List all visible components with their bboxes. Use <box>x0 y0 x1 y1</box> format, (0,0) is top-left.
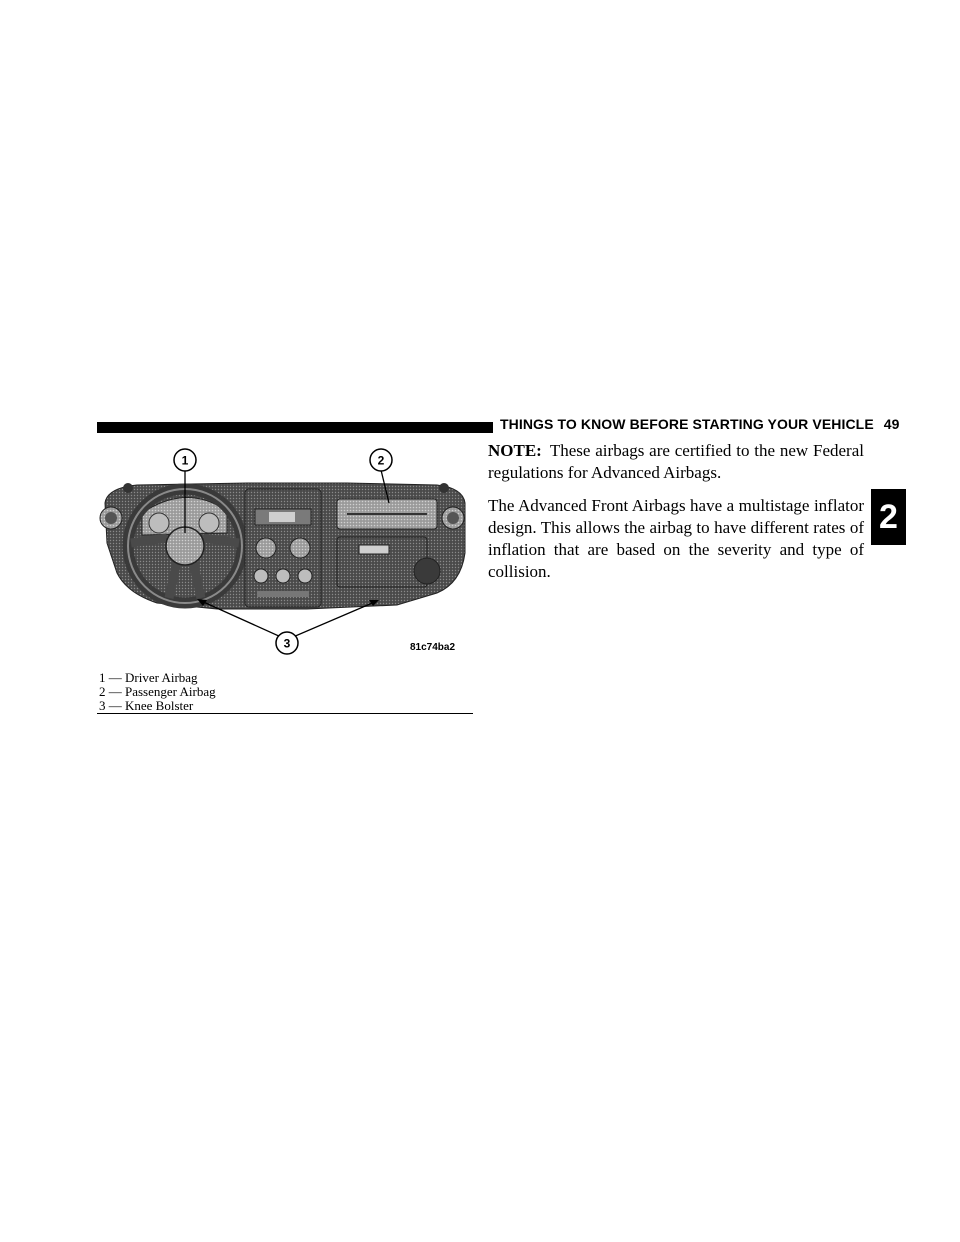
legend-item: 1 — Driver Airbag <box>99 670 198 685</box>
body-text-column <box>488 440 864 594</box>
header-title: THINGS TO KNOW BEFORE STARTING YOUR VEHICLE <box>500 416 874 432</box>
page-number: 49 <box>883 416 900 432</box>
header-rule-bar <box>97 422 493 433</box>
figure-code: 81c74ba2 <box>410 642 456 653</box>
speaker-grille <box>414 558 440 584</box>
note-label: NOTE: <box>488 441 542 460</box>
note-text: These airbags are certified to the new Federal regulations for Advanced Airbags. <box>488 441 864 482</box>
callout-3: 3 <box>283 636 291 651</box>
callout-1: 1 <box>181 453 189 468</box>
dashboard-illustration <box>97 443 473 661</box>
note-paragraph <box>488 440 864 484</box>
legend-item: 3 — Knee Bolster <box>99 698 194 713</box>
chapter-tab: 2 <box>871 489 906 545</box>
legend-divider <box>97 713 473 714</box>
callout-2: 2 <box>377 453 385 468</box>
dashboard-airbag-figure <box>97 443 473 661</box>
figure-legend <box>99 671 473 713</box>
legend-item: 2 — Passenger Airbag <box>99 684 216 699</box>
running-header <box>500 416 900 432</box>
body-paragraph: The Advanced Front Airbags have a multistage inflator design. This allows the airbag to have different rates of inflation that are based on the severity and type of collision. <box>488 496 864 581</box>
